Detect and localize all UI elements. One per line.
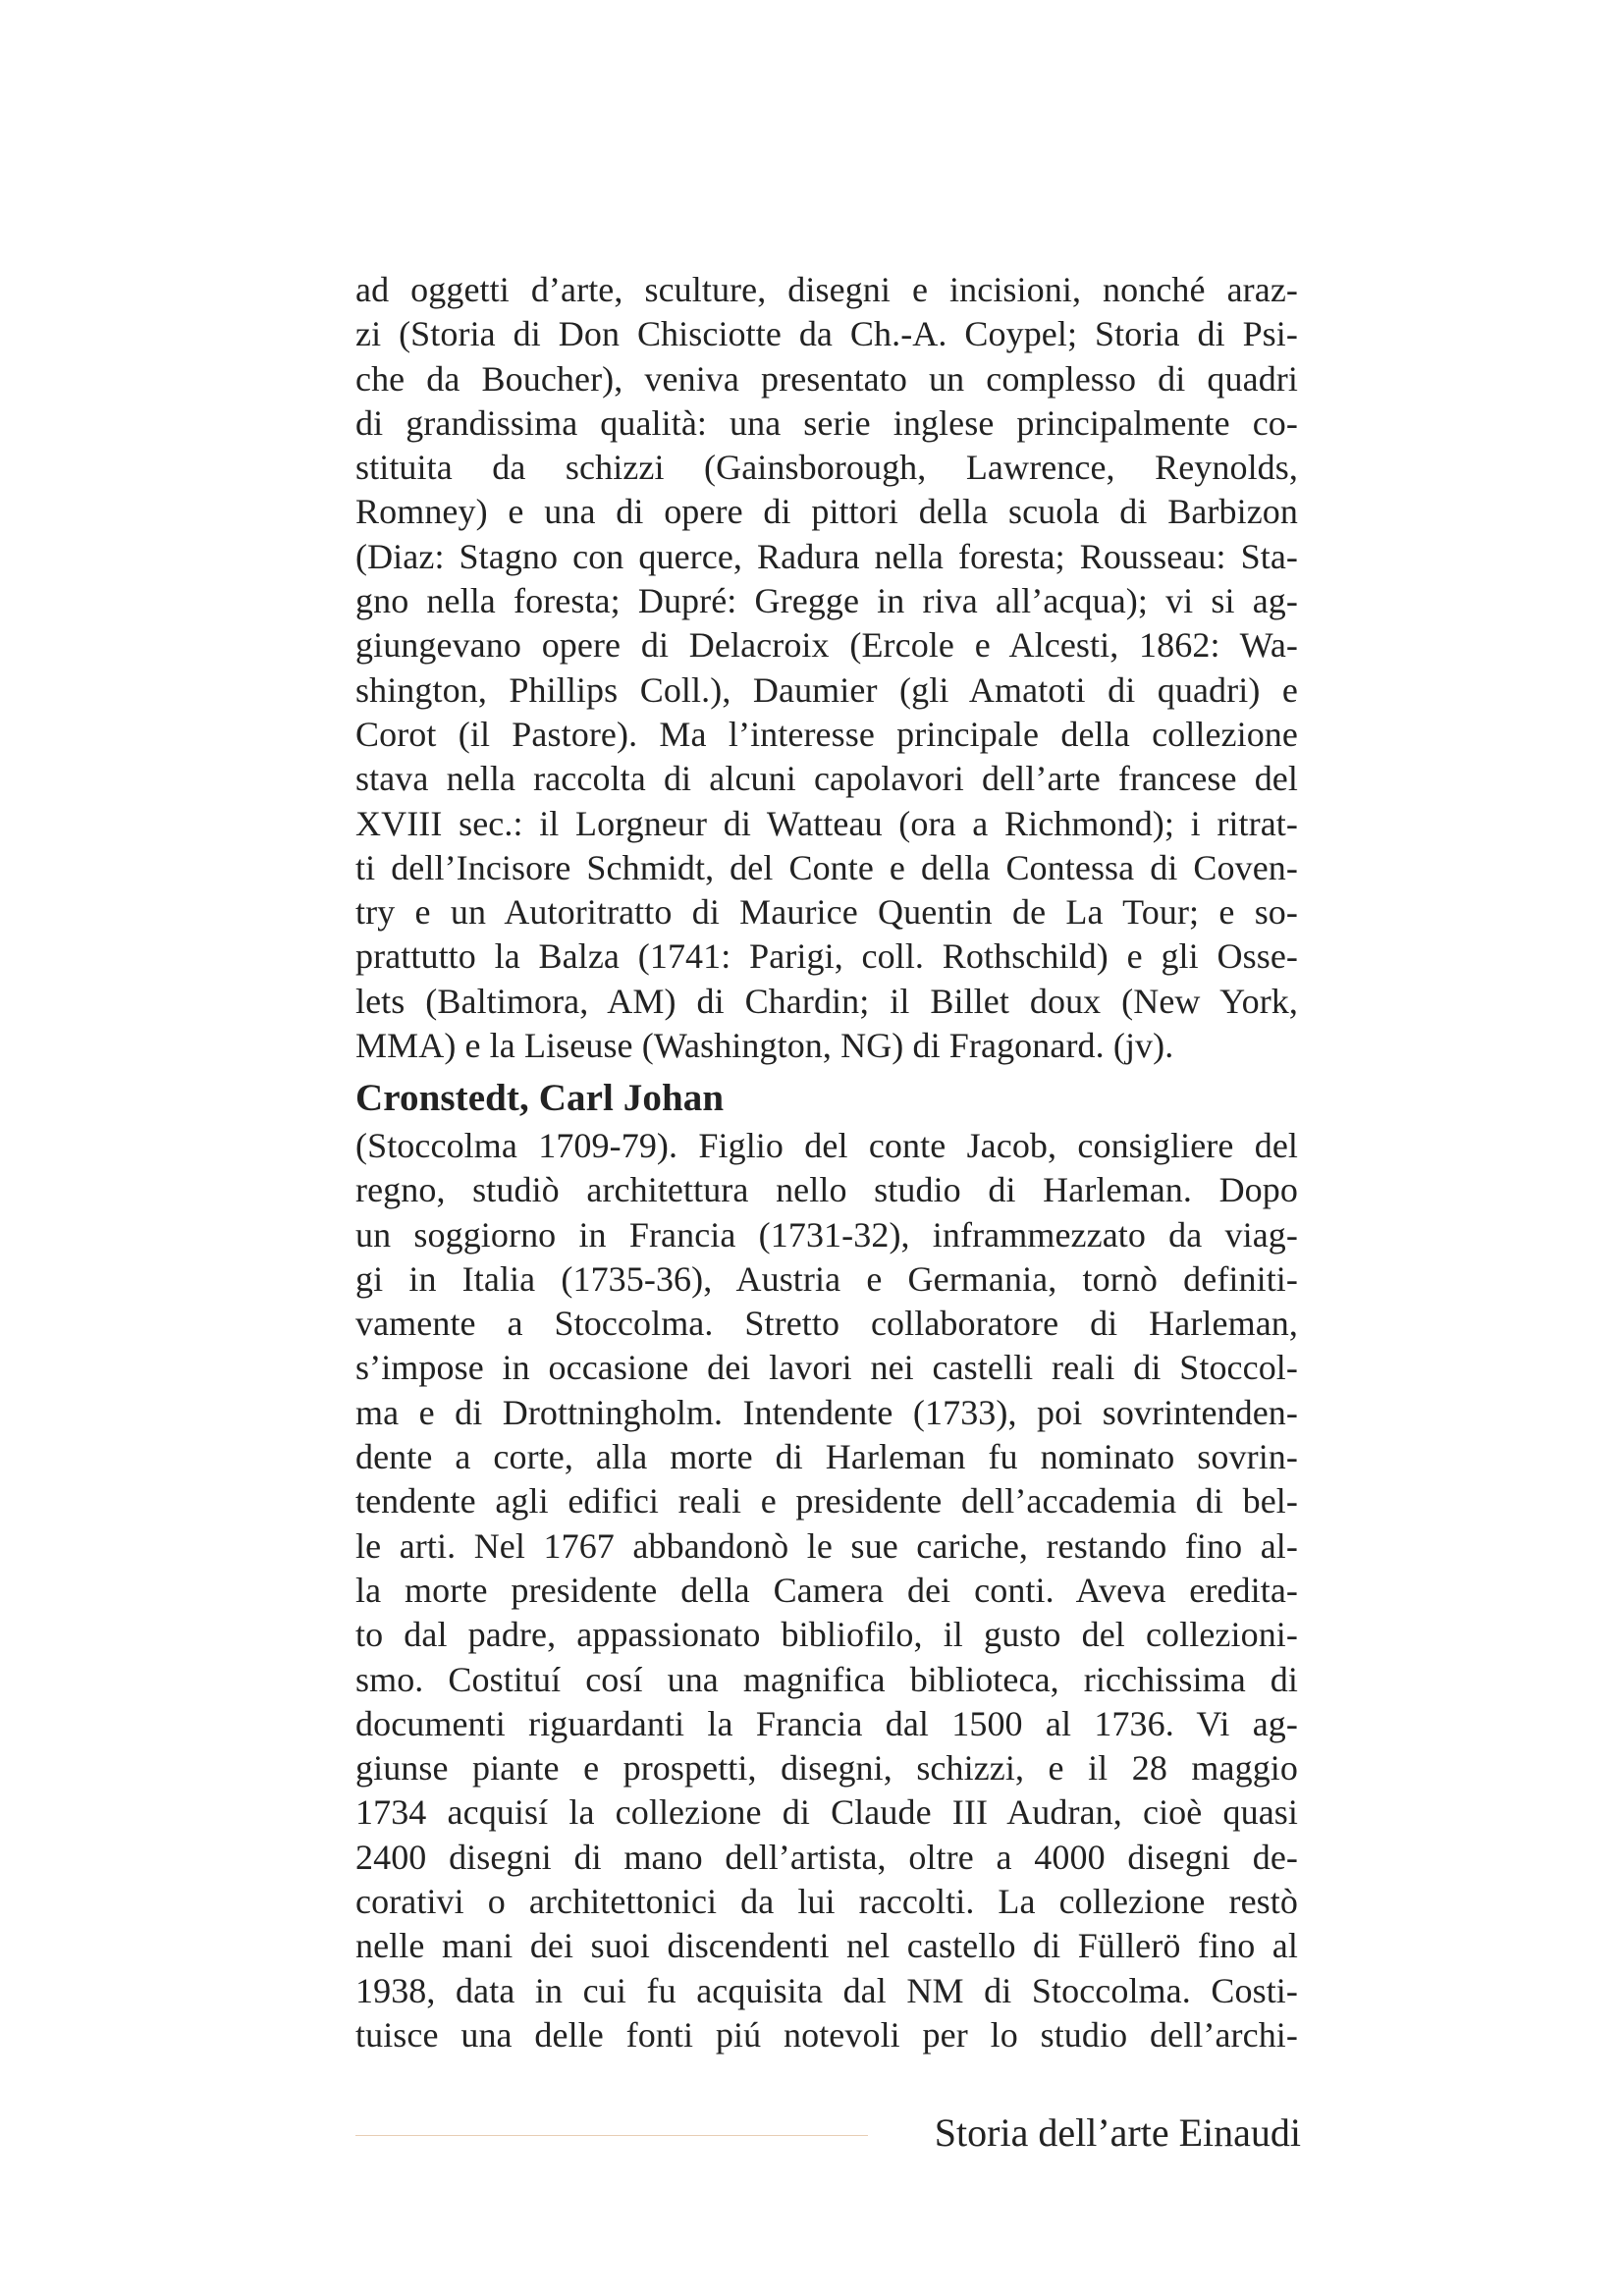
text-line: giungevano opere di Delacroix (Ercole e Alcesti, 1862: Wa-	[355, 625, 1298, 666]
text-line: dente a corte, alla morte di Harleman fu nominato sovrin-	[355, 1437, 1298, 1477]
entry-heading: Cronstedt, Carl Johan	[355, 1077, 725, 1119]
text-line: XVIII sec.: il Lorgneur di Watteau (ora a Richmond); i ritrat-	[355, 803, 1298, 843]
text-line: la morte presidente della Camera dei conti. Aveva eredita-	[355, 1570, 1298, 1610]
text-line: Corot (il Pastore). Ma l’interesse principale della collezione	[355, 714, 1298, 754]
text-line: lets (Baltimora, AM) di Chardin; il Billet doux (New York,	[355, 981, 1298, 1021]
footer-title: Storia dell’arte Einaudi	[934, 2110, 1301, 2155]
text-line: ti dell’Incisore Schmidt, del Conte e della Contessa di Coven-	[355, 847, 1298, 887]
text-line: vamente a Stoccolma. Stretto collaboratore di Harleman,	[355, 1304, 1298, 1344]
footer-rule	[355, 2135, 868, 2136]
text-line: (Diaz: Stagno con querce, Radura nella foresta; Rousseau: Sta-	[355, 536, 1298, 576]
text-line: nelle mani dei suoi discendenti nel castello di Füllerö fino al	[355, 1926, 1298, 1966]
text-line: gno nella foresta; Dupré: Gregge in riva all’acqua); vi si ag-	[355, 581, 1298, 621]
text-line: tendente agli edifici reali e presidente dell’accademia di bel-	[355, 1481, 1298, 1522]
text-line: MMA) e la Liseuse (Washington, NG) di Fragonard. (jv).	[355, 1026, 1174, 1066]
text-line: zi (Storia di Don Chisciotte da Ch.-A. Coypel; Storia di Psi-	[355, 314, 1298, 354]
text-line: try e un Autoritratto di Maurice Quentin de La Tour; e so-	[355, 892, 1298, 933]
continued-passage	[355, 268, 1298, 1068]
text-line: ma e di Drottningholm. Intendente (1733), poi sovrintenden-	[355, 1392, 1298, 1432]
text-line: stava nella raccolta di alcuni capolavori dell’arte francese del	[355, 759, 1298, 799]
text-line: s’impose in occasione dei lavori nei castelli reali di Stoccol-	[355, 1348, 1298, 1388]
text-line: giunse piante e prospetti, disegni, schizzi, e il 28 maggio	[355, 1748, 1298, 1789]
text-line: 1938, data in cui fu acquisita dal NM di Stoccolma. Costi-	[355, 1970, 1298, 2010]
text-line: 2400 disegni di mano dell’artista, oltre a 4000 disegni de-	[355, 1837, 1298, 1877]
text-line: che da Boucher), veniva presentato un complesso di quadri	[355, 358, 1298, 399]
text-line: Romney) e una di opere di pittori della scuola di Barbizon	[355, 492, 1298, 532]
text-line: le arti. Nel 1767 abbandonò le sue cariche, restando fino al-	[355, 1525, 1298, 1566]
text-line: di grandissima qualità: una serie inglese principalmente co-	[355, 402, 1298, 443]
text-line: ad oggetti d’arte, sculture, disegni e incisioni, nonché araz-	[355, 270, 1298, 309]
encyclopedia-entry	[355, 1073, 1298, 2057]
text-line: un soggiorno in Francia (1731-32), inframmezzato da viag-	[355, 1214, 1298, 1255]
text-line: (Stoccolma 1709-79). Figlio del conte Jacob, consigliere del	[355, 1126, 1298, 1165]
text-line: tuisce una delle fonti piú notevoli per lo studio dell’archi-	[355, 2014, 1298, 2055]
text-line: to dal padre, appassionato bibliofilo, il gusto del collezioni-	[355, 1615, 1298, 1655]
text-line: regno, studiò architettura nello studio di Harleman. Dopo	[355, 1170, 1298, 1210]
text-line: documenti riguardanti la Francia dal 1500 al 1736. Vi ag-	[355, 1703, 1298, 1743]
text-line: corativi o architettonici da lui raccolti. La collezione restò	[355, 1882, 1298, 1922]
text-line: prattutto la Balza (1741: Parigi, coll. Rothschild) e gli Osse-	[355, 936, 1298, 977]
text-line: gi in Italia (1735-36), Austria e Germania, tornò definiti-	[355, 1258, 1298, 1299]
text-line: shington, Phillips Coll.), Daumier (gli Amatoti di quadri) e	[355, 669, 1298, 710]
text-line: stituita da schizzi (Gainsborough, Lawrence, Reynolds,	[355, 448, 1298, 488]
text-line: 1734 acquisí la collezione di Claude III Audran, cioè quasi	[355, 1792, 1298, 1833]
text-line: smo. Costituí cosí una magnifica biblioteca, ricchissima di	[355, 1659, 1298, 1699]
